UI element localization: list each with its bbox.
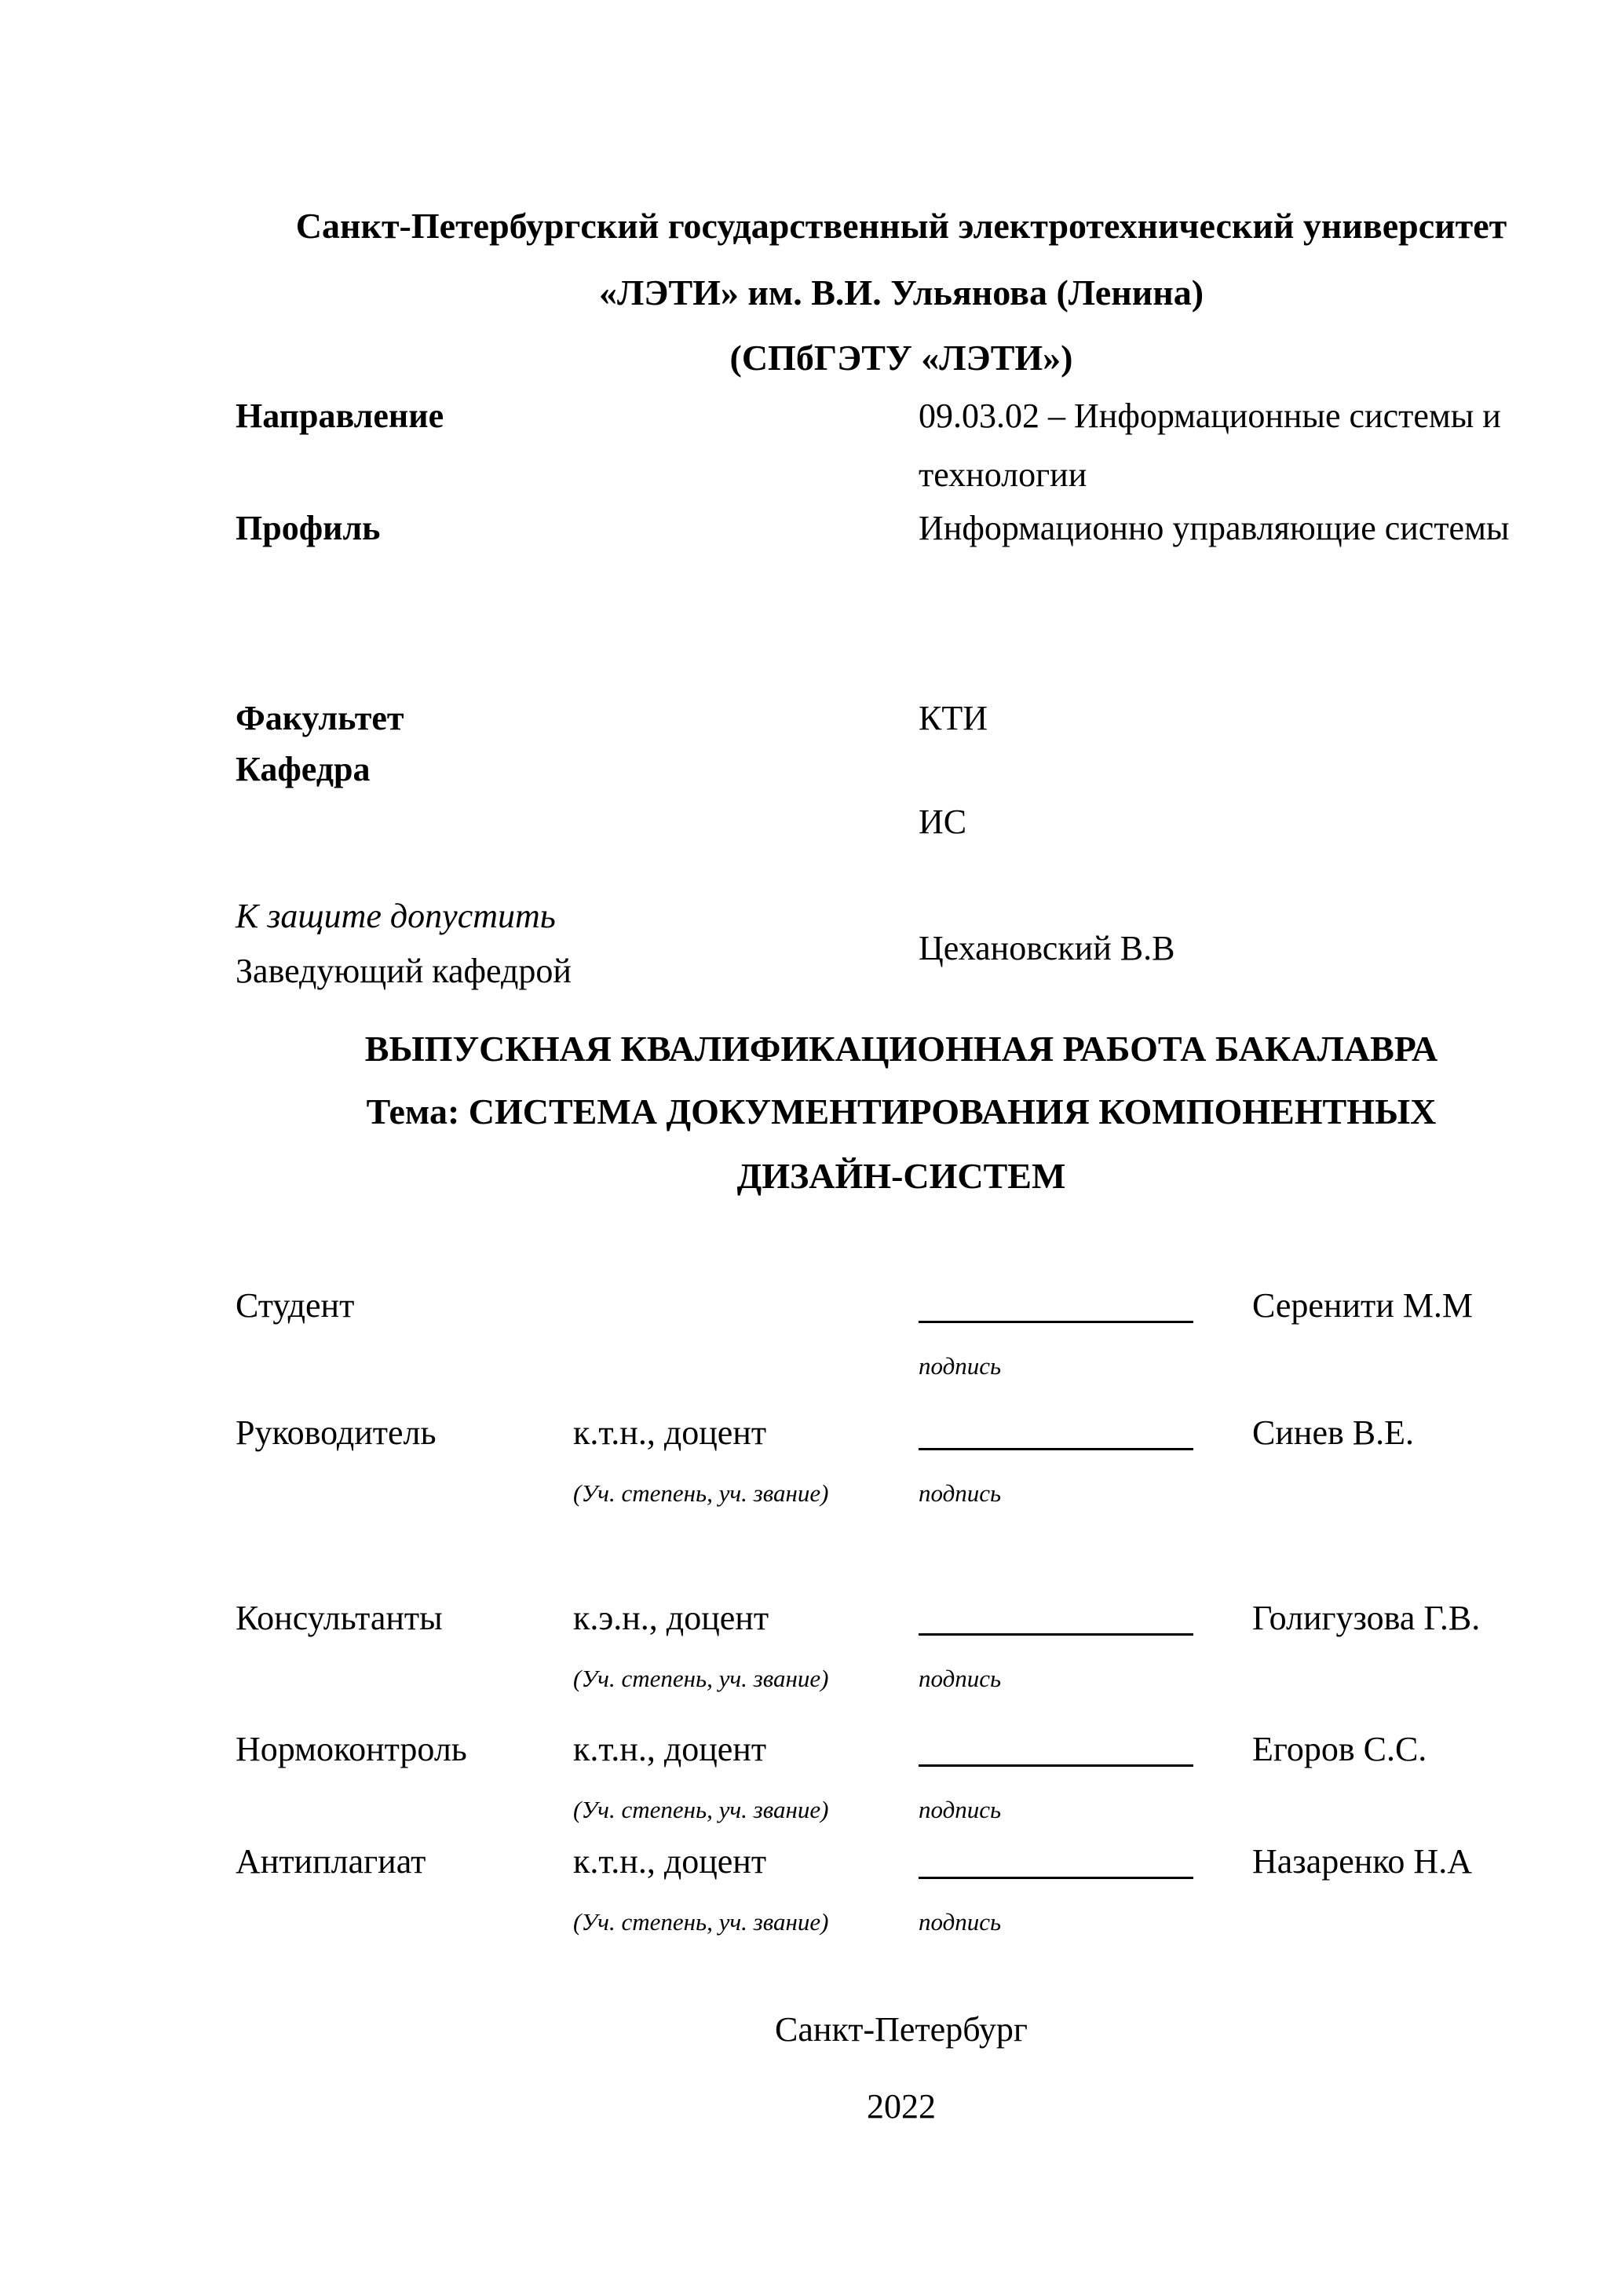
thesis-title-line-1: ВЫПУСКНАЯ КВАЛИФИКАЦИОННАЯ РАБОТА БАКАЛАВРА — [364, 1029, 1438, 1069]
signature-line — [919, 1321, 1193, 1323]
thesis-title-line-2: Тема: СИСТЕМА ДОКУМЕНТИРОВАНИЯ КОМПОНЕНТНЫХ — [366, 1091, 1437, 1132]
faculty-value: КТИ — [919, 699, 988, 737]
sig-row-role: Консультанты — [236, 1599, 443, 1637]
sig-row-role: Нормоконтроль — [236, 1730, 467, 1768]
department-head-name: Цехановский В.В — [919, 929, 1175, 967]
sig-row-degree: к.т.н., доцент — [573, 1413, 767, 1452]
sig-row-name: Егоров С.С. — [1252, 1730, 1427, 1768]
sig-row-role: Антиплагиат — [236, 1842, 426, 1881]
university-name-line-2: «ЛЭТИ» им. В.И. Ульянова (Ленина) — [598, 272, 1204, 313]
footer-year: 2022 — [867, 2087, 936, 2126]
degree-caption: (Уч. степень, уч. звание) — [573, 1908, 829, 1936]
faculty-label: Факультет — [236, 699, 404, 737]
signature-line — [919, 1877, 1193, 1879]
department-label: Кафедра — [236, 750, 371, 788]
sig-row-degree: к.э.н., доцент — [573, 1599, 769, 1637]
admission-line-1: К защите допустить — [236, 897, 556, 935]
sig-row-role: Руководитель — [236, 1413, 437, 1452]
sign-caption: подпись — [919, 1908, 1002, 1936]
university-name-line-3: (СПбГЭТУ «ЛЭТИ») — [729, 338, 1073, 378]
degree-caption: (Уч. степень, уч. звание) — [573, 1796, 829, 1823]
degree-caption: (Уч. степень, уч. звание) — [573, 1479, 829, 1507]
university-name-line-1: Санкт-Петербургский государственный электротехнический университет — [295, 206, 1507, 246]
admission-line-2: Заведующий кафедрой — [236, 952, 572, 990]
direction-value-line-1: 09.03.02 – Информационные системы и — [919, 397, 1501, 435]
sig-row-name: Серенити М.М — [1252, 1286, 1474, 1325]
sig-row-name: Назаренко Н.А — [1252, 1842, 1472, 1881]
signature-line — [919, 1448, 1193, 1450]
sign-caption: подпись — [919, 1796, 1002, 1823]
signature-line — [919, 1633, 1193, 1636]
profile-label: Профиль — [236, 509, 381, 547]
sig-row-role: Студент — [236, 1286, 355, 1325]
thesis-title-line-3: ДИЗАЙН-СИСТЕМ — [736, 1156, 1066, 1196]
sig-row-degree: к.т.н., доцент — [573, 1730, 767, 1768]
department-value: ИС — [919, 803, 967, 841]
sign-caption: подпись — [919, 1665, 1002, 1692]
sig-row-name: Синев В.Е. — [1252, 1413, 1414, 1452]
sign-caption: подпись — [919, 1352, 1002, 1380]
profile-value: Информационно управляющие системы — [919, 509, 1510, 547]
direction-value-line-2: технологии — [919, 455, 1087, 494]
signature-line — [919, 1764, 1193, 1767]
direction-label: Направление — [236, 397, 444, 435]
sign-caption: подпись — [919, 1479, 1002, 1507]
sig-row-degree: к.т.н., доцент — [573, 1842, 767, 1881]
sig-row-name: Голигузова Г.В. — [1252, 1599, 1481, 1637]
footer-city: Санкт-Петербург — [775, 2010, 1028, 2049]
degree-caption: (Уч. степень, уч. звание) — [573, 1665, 829, 1692]
